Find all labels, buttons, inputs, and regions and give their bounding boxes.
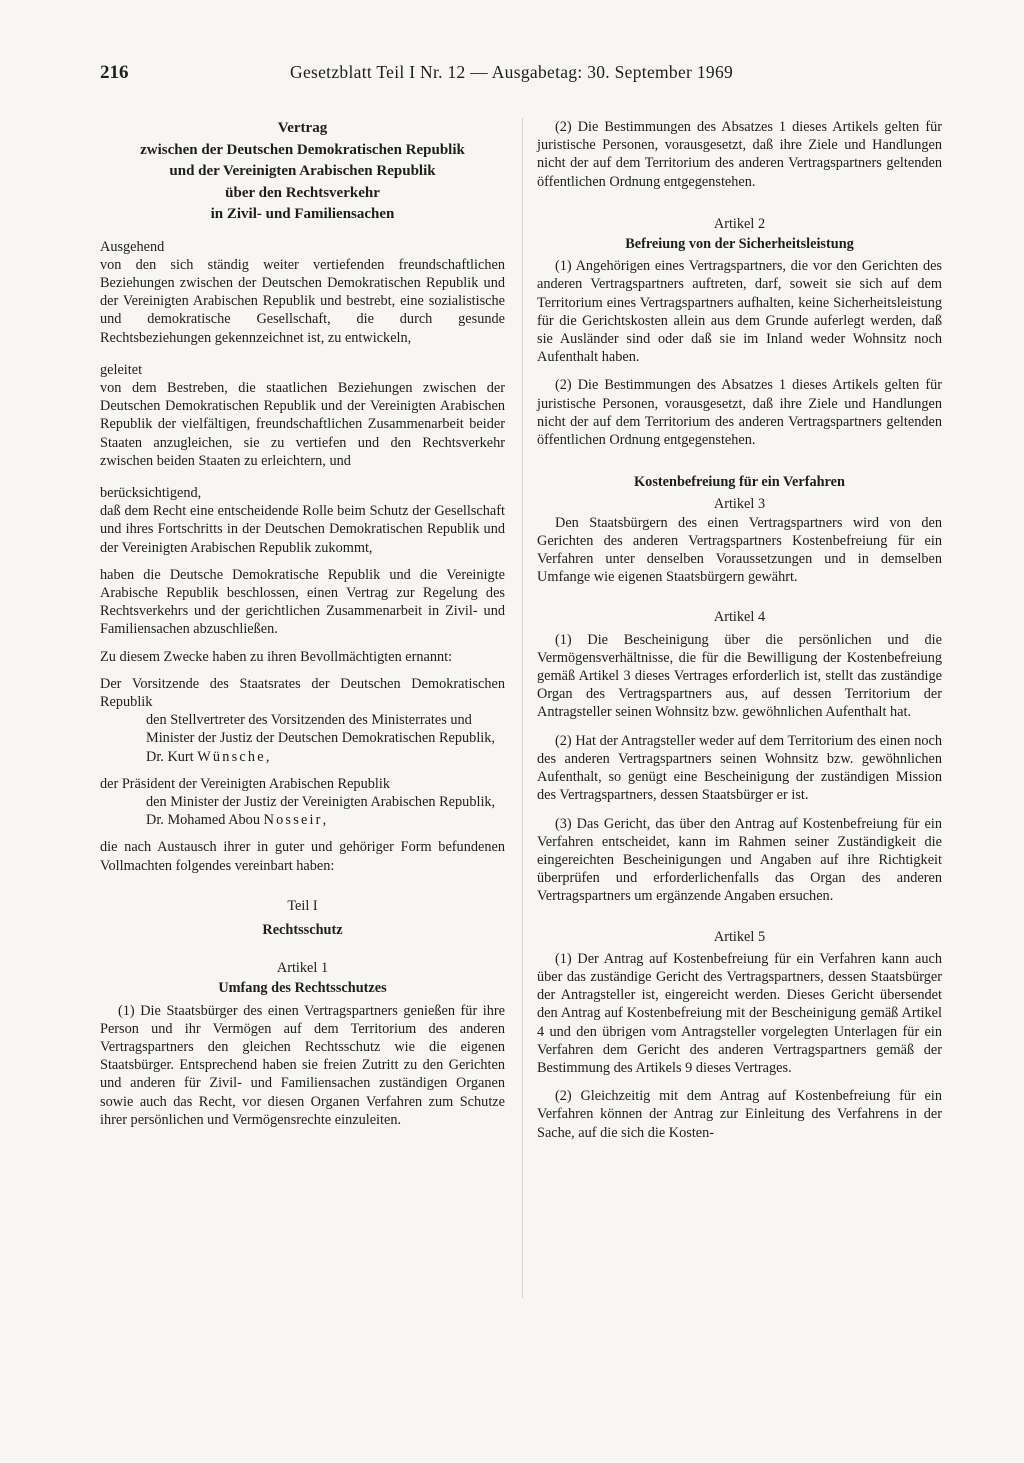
artikel-4-paragraph: (1) Die Bescheinigung über die persönlichen und die Vermögensverhältnisse, die für die Bewilligung der Kostenbefreiung gemäß Artikel 3 dieses Vertrages erforderlich ist, stellt das zuständige Organ des Vertragspartners aus, auf dessen Territorium der Antragsteller seinen Wohnsitz bzw. gewöhnlichen Aufenthalt hat. xyxy=(537,631,942,721)
artikel-3-paragraph: Den Staatsbürgern des einen Vertragspartners wird von den Gerichten des anderen Vertragspartners Kostenbefreiung für ein Verfahren unter denselben Voraussetzungen und in demselben Umfange wie eigenen Staatsbürgern gewährt. xyxy=(537,514,942,586)
var-rep-prefix: Dr. Mohamed Abou xyxy=(146,812,260,829)
page-header xyxy=(100,62,960,92)
preamble-beschlossen: haben die Deutsche Demokratische Republik und die Vereinigte Arabische Republik beschlossen, einen Vertrag zur Regelung des Rechtsverkehrs und der gerichtlichen Zusammenarbeit in Zivil- und Familiensachen abzuschließen. xyxy=(100,566,505,638)
preamble-bevollmaechtigte: Zu diesem Zwecke haben zu ihren Bevollmächtigten ernannt: xyxy=(100,648,453,665)
ddr-rep-name xyxy=(146,748,505,766)
preamble-ausgehend-text: von den sich ständig weiter vertiefenden freundschaftlichen Beziehungen zwischen der Deutschen Demokratischen Republik und der Vereinigten Arabischen Republik und bestrebt, eine sozialistische und demokratische Gesellschaft, die durch gesunde Rechtsbeziehungen gekennzeichnet ist, zu entwickeln, xyxy=(100,256,505,346)
var-rep-suffix: , xyxy=(322,812,327,829)
var-representative xyxy=(100,793,505,829)
preamble-closing: die nach Austausch ihrer in guter und gehöriger Form befundenen Vollmachten folgendes vereinbart haben: xyxy=(100,839,505,874)
preamble-geleitet-text: von dem Bestreben, die staatlichen Beziehungen zwischen der Deutschen Demokratischen Republik und der Vereinigten Arabischen Republik der vielfältigen, freundschaftlichen Zusammenarbeit beider Staaten anzugleichen, sie zu vertiefen und den Rechtsverkehr zwischen beiden Staaten zu erleichtern, und xyxy=(100,379,505,469)
preamble-beruecksichtigend-label: berücksichtigend, xyxy=(100,484,202,501)
artikel-2-paragraph: (1) Angehörigen eines Vertragspartners, die vor den Gerichten des anderen Vertragspartners auftreten, darf, soweit sie sich auf dem Territorium eines Vertragspartners aufhalten, keine Sicherheitsleistung für die Gerichtskosten allein aus dem Grunde auferlegt werden, daß sie Ausländer sind oder daß sie im Inland weder Wohnsitz noch Aufenthalt haben. xyxy=(537,258,942,366)
ddr-representative xyxy=(100,711,505,766)
var-rep-title: den Minister der Justiz der Vereinigten Arabischen Republik, xyxy=(146,793,496,810)
title-line: in Zivil- und Familiensachen xyxy=(210,206,395,222)
var-rep-surname: Nosseir xyxy=(263,812,323,829)
teil-1-title: Rechtsschutz xyxy=(262,922,343,938)
title-line: zwischen der Deutschen Demokratischen Republik xyxy=(140,141,465,158)
ddr-rep-prefix: Dr. Kurt xyxy=(146,748,194,765)
artikel-1-paragraph: (2) Die Bestimmungen des Absatzes 1 dieses Artikels gelten für juristische Personen, vorausgesetzt, daß ihre Ziele und Handlungen nicht der auf dem Territorium des anderen Vertragspartners geltenden öffentlichen Ordnung entgegenstehen. xyxy=(537,119,942,190)
preamble-beruecksichtigend-text: daß dem Recht eine entscheidende Rolle beim Schutz der Gesellschaft und ihres Fortschritts in der Deutschen Demokratischen Republik und der Vereinigten Arabischen Republik zukommt, xyxy=(100,503,505,556)
ddr-rep-title: den Stellvertreter des Vorsitzenden des Ministerrates und Minister der Justiz der Deutschen Demokratischen Republik, xyxy=(146,712,495,747)
kostenbefreiung-title: Kostenbefreiung für ein Verfahren xyxy=(634,474,845,491)
artikel-4-label: Artikel 4 xyxy=(713,609,766,626)
title-line: und der Vereinigten Arabischen Republik xyxy=(169,163,436,179)
ddr-rep-surname: Wünsche xyxy=(197,748,266,765)
artikel-2-paragraph: (2) Die Bestimmungen des Absatzes 1 dieses Artikels gelten für juristische Personen, vorausgesetzt, daß ihre Ziele und Handlungen nicht der auf dem Territorium des anderen Vertragspartners geltenden öffentlichen Ordnung entgegenstehen. xyxy=(537,377,942,449)
artikel-4-paragraph: (2) Hat der Antragsteller weder auf dem Territorium des einen noch des anderen Vertragspartners seinen Wohnsitz bzw. gewöhnlichen Aufenthalt, so genügt eine Bescheinigung der zuständigen Mission des Vertragspartners, dessen Staatsbürger er ist. xyxy=(537,732,942,804)
artikel-4-paragraph: (3) Das Gericht, das über den Antrag auf Kostenbefreiung für ein Verfahren entscheidet, kann im Rahmen seiner Zuständigkeit die eingereichten Bescheinigungen und Angaben auf ihre Richtigkeit überprüfen und erforderlichenfalls das Organ des anderen Vertragspartners um ergänzende Angaben ersuchen. xyxy=(537,815,942,905)
title-line: Vertrag xyxy=(277,120,328,136)
left-column xyxy=(100,118,505,1129)
teil-1-label: Teil I xyxy=(287,897,318,914)
treaty-title xyxy=(100,118,505,226)
artikel-1-label: Artikel 1 xyxy=(276,960,329,977)
artikel-5-paragraph: (2) Gleichzeitig mit dem Antrag auf Kostenbefreiung für ein Verfahren können der Antrag zur Einleitung des Verfahrens in der Sache, auf die sich die Kosten- xyxy=(537,1088,942,1141)
running-head: Gesetzblatt Teil I Nr. 12 — Ausgabetag: 30. September 1969 xyxy=(290,62,734,82)
preamble-ausgehend-label: Ausgehend xyxy=(100,238,165,255)
title-line: über den Rechtsverkehr xyxy=(225,184,380,201)
var-rep-name xyxy=(146,811,505,829)
ddr-rep-suffix: , xyxy=(265,748,270,765)
artikel-5-label: Artikel 5 xyxy=(713,928,766,945)
artikel-3-label: Artikel 3 xyxy=(713,496,766,513)
right-column xyxy=(537,118,942,1142)
artikel-1-title: Umfang des Rechtsschutzes xyxy=(218,980,387,997)
column-divider xyxy=(522,118,523,1298)
page-number: 216 xyxy=(100,62,129,83)
preamble-var-intro: der Präsident der Vereinigten Arabischen Republik xyxy=(100,775,390,792)
preamble-geleitet-label: geleitet xyxy=(100,361,143,378)
artikel-2-title: Befreiung von der Sicherheitsleistung xyxy=(625,236,854,253)
artikel-1-paragraph: (1) Die Staatsbürger des einen Vertragspartners genießen für ihre Person und ihr Vermögen auf dem Territorium des anderen Vertragspartners den gleichen Rechtsschutz wie die eigenen Staatsbürger. Entsprechend haben sie freien Zutritt zu den Gerichten und anderen für Zivil- und Familiensachen zuständigen Organen sowie auch das Recht, vor diesen Organen Verfahren zum Schutze ihrer persönlichen und Vermögensrechte einzuleiten. xyxy=(100,1002,505,1128)
artikel-2-label: Artikel 2 xyxy=(713,215,766,232)
preamble-ddr-intro: Der Vorsitzende des Staatsrates der Deutschen Demokratischen Republik xyxy=(100,675,505,710)
artikel-5-paragraph: (1) Der Antrag auf Kostenbefreiung für ein Verfahren kann auch über das zuständige Gericht des Vertragspartners, dessen Staatsbürger der Antragsteller ist, eingereicht werden. Dieses Gericht übersendet den Antrag auf Kostenbefreiung mit der Bescheinigung gemäß Artikel 4 und den übrigen vom Antragsteller vorgelegten Unterlagen für ein Verfahren dem Gericht des anderen Vertragspartners gemäß der Bestimmung des Artikels 9 dieses Vertrages. xyxy=(537,950,942,1076)
